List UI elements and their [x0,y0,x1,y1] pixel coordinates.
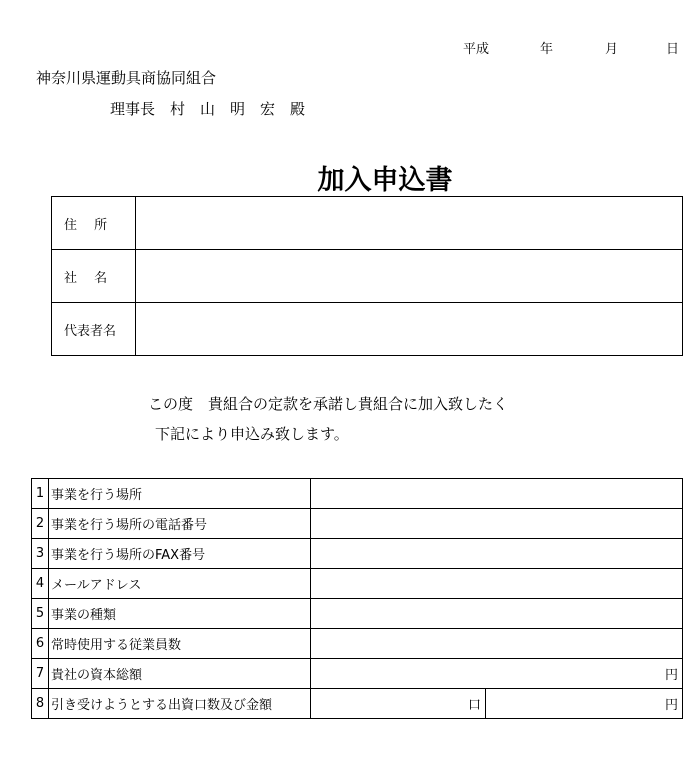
table-row [32,539,683,569]
item-number: 1 [32,479,49,509]
date-era: 平成 [463,42,490,57]
representative-label: 代表者名 [52,303,136,356]
addressee-person: 理事長 村 山 明 宏 殿 [110,100,306,118]
item-label: 事業を行う場所のFAX番号 [49,539,311,569]
address-field[interactable] [136,197,683,250]
phone-number-field[interactable] [311,509,683,539]
applicant-table [51,196,683,356]
employee-count-field[interactable] [311,629,683,659]
applicant-row-representative [52,303,683,356]
business-location-field[interactable] [311,479,683,509]
item-label: 事業を行う場所の電話番号 [49,509,311,539]
item-number: 7 [32,659,49,689]
declaration-line-2: 下記により申込み致します。 [155,425,349,443]
item-label: 引き受けようとする出資口数及び金額 [49,689,311,719]
investment-shares-field[interactable]: 口 [311,689,486,719]
table-row [32,599,683,629]
business-type-field[interactable] [311,599,683,629]
items-table [31,478,683,719]
representative-field[interactable] [136,303,683,356]
email-field[interactable] [311,569,683,599]
applicant-row-company [52,250,683,303]
item-label: 事業を行う場所 [49,479,311,509]
investment-amount-field[interactable]: 円 [486,689,683,719]
company-name-label: 社 名 [52,250,136,303]
item-label: メールアドレス [49,569,311,599]
item-label: 事業の種類 [49,599,311,629]
item-number: 4 [32,569,49,599]
item-number: 6 [32,629,49,659]
item-number: 5 [32,599,49,629]
capital-amount-field[interactable]: 円 [311,659,683,689]
item-number: 3 [32,539,49,569]
table-row [32,629,683,659]
table-row [32,689,683,719]
date-day-label: 日 [666,42,680,57]
company-name-field[interactable] [136,250,683,303]
declaration-line-1: この度 貴組合の定款を承諾し貴組合に加入致したく [148,395,509,413]
table-row [32,569,683,599]
item-number: 2 [32,509,49,539]
page-title: 加入申込書 [317,165,453,196]
table-row [32,479,683,509]
address-label: 住 所 [52,197,136,250]
addressee-organization: 神奈川県運動具商協同組合 [36,69,217,87]
fax-number-field[interactable] [311,539,683,569]
item-label: 常時使用する従業員数 [49,629,311,659]
table-row [32,509,683,539]
date-month-label: 月 [605,42,619,57]
applicant-row-address [52,197,683,250]
item-label: 貴社の資本総額 [49,659,311,689]
table-row [32,659,683,689]
date-year-label: 年 [540,42,554,57]
item-number: 8 [32,689,49,719]
